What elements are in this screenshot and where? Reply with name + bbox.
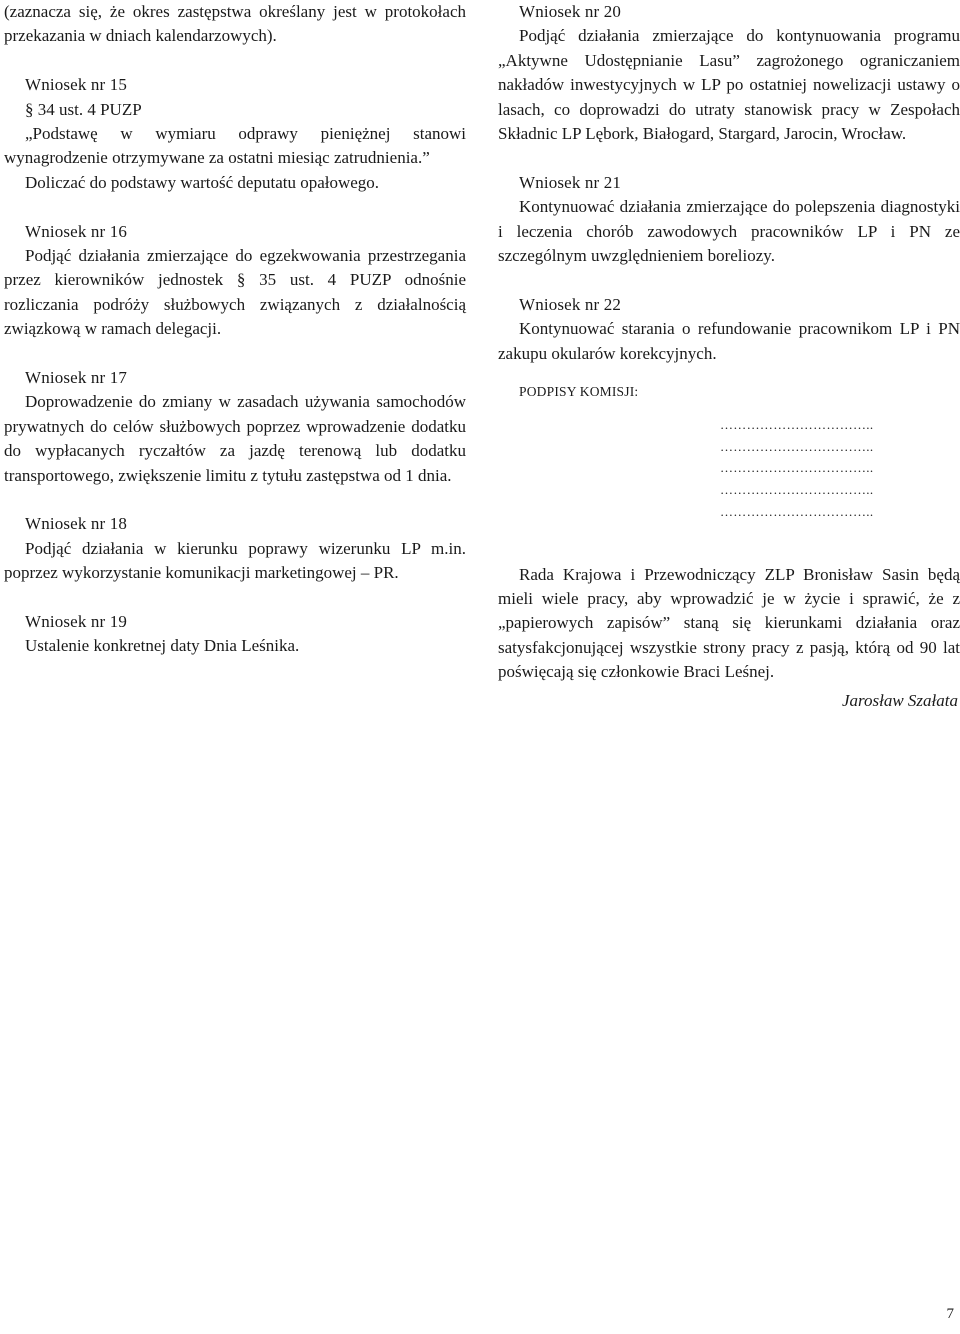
wniosek-20-body: Podjąć działania zmierzające do kontynuowania programu „Aktywne Udostępnianie Lasu” zagrożonego ograniczaniem nakładów inwestycyjnych w LP po ostatniej nowelizacji ustawy o lasach, co doprowadzi do utraty stanowisk pracy w Zespołach Składnic LP Lębork, Białogard, Stargard, Jarocin, Wrocław. xyxy=(498,26,960,144)
signature-line: …………………………….. xyxy=(720,438,874,454)
wniosek-21-title: Wniosek nr 21 xyxy=(519,172,622,192)
wniosek-15-title: Wniosek nr 15 xyxy=(25,75,128,95)
wniosek-21-body: Kontynuować działania zmierzające do polepszenia diagnostyki i leczenia chorób zawodowych pracowników LP i PN ze szczególnym uwzględnieniem boreliozy. xyxy=(498,197,960,266)
wniosek-15-line1: § 34 ust. 4 PUZP xyxy=(25,99,142,119)
signature-lines xyxy=(498,414,960,523)
wniosek-15-line2: „Podstawę w wymiaru odprawy pieniężnej stanowi wynagrodzenie otrzymywane za ostatni miesiąc zatrudnienia.” xyxy=(4,124,466,168)
wniosek-20-title: Wniosek nr 20 xyxy=(519,2,622,21)
signature-line: …………………………….. xyxy=(720,482,874,498)
signature-line: …………………………….. xyxy=(720,417,874,433)
left-column xyxy=(4,0,466,659)
signature-line: …………………………….. xyxy=(720,503,874,519)
closing-paragraph: Rada Krajowa i Przewodniczący ZLP Bronisław Sasin będą mieli wiele pracy, aby wprowadzić je w życie i sprawić, że z „papierowych zapisów” staną się kierunkami działania oraz satysfakcjonującej wszystkie strony pracy z pasją, którą od 90 lat poświęcają się członkowie Braci Leśnej. xyxy=(498,564,960,682)
wniosek-19 xyxy=(4,610,466,659)
wniosek-15 xyxy=(4,73,466,195)
wniosek-17 xyxy=(4,366,466,488)
signature-line: …………………………….. xyxy=(720,460,874,476)
wniosek-18 xyxy=(4,512,466,585)
right-column xyxy=(498,0,960,713)
wniosek-17-body: Doprowadzenie do zmiany w zasadach używania samochodów prywatnych do celów służbowych poprzez wprowadzenie dodatku do wypłacanych ryczałtów za jazdę terenową lub dodatku transportowego, zwiększenie limitu z tytułu zastępstwa od 1 dnia. xyxy=(4,392,466,485)
wniosek-21 xyxy=(498,171,960,269)
signatures-label: PODPISY KOMISJI: xyxy=(519,384,639,400)
wniosek-22 xyxy=(498,293,960,366)
wniosek-15-line3: Doliczać do podstawy wartość deputatu opałowego. xyxy=(25,172,380,192)
wniosek-16-body: Podjąć działania zmierzające do egzekwowania przestrzegania przez kierowników jednostek § 35 ust. 4 PUZP odnośnie rozliczania podróży służbowych związanych z działalnością związkową w ramach delegacji. xyxy=(4,246,466,339)
wniosek-22-body: Kontynuować starania o refundowanie pracownikom LP i PN zakupu okularów korekcyjnych. xyxy=(498,319,960,363)
wniosek-17-title: Wniosek nr 17 xyxy=(25,368,128,388)
wniosek-18-body: Podjąć działania w kierunku poprawy wizerunku LP m.in. poprzez wykorzystanie komunikacji marketingowej – PR. xyxy=(4,538,466,583)
page-number: 7 xyxy=(946,1306,954,1322)
wniosek-19-title: Wniosek nr 19 xyxy=(25,612,128,632)
wniosek-22-title: Wniosek nr 22 xyxy=(519,294,622,314)
wniosek-18-title: Wniosek nr 18 xyxy=(25,514,128,534)
wniosek-19-body: Ustalenie konkretnej daty Dnia Leśnika. xyxy=(25,636,300,656)
wniosek-16 xyxy=(4,220,466,342)
wniosek-16-title: Wniosek nr 16 xyxy=(25,221,128,241)
wniosek-20 xyxy=(498,0,960,146)
author-signature: Jarosław Szałata xyxy=(841,690,958,710)
intro-paragraph: (zaznacza się, że okres zastępstwa określany jest w protokołach przekazania w dniach kalendarzowych). xyxy=(4,2,466,46)
